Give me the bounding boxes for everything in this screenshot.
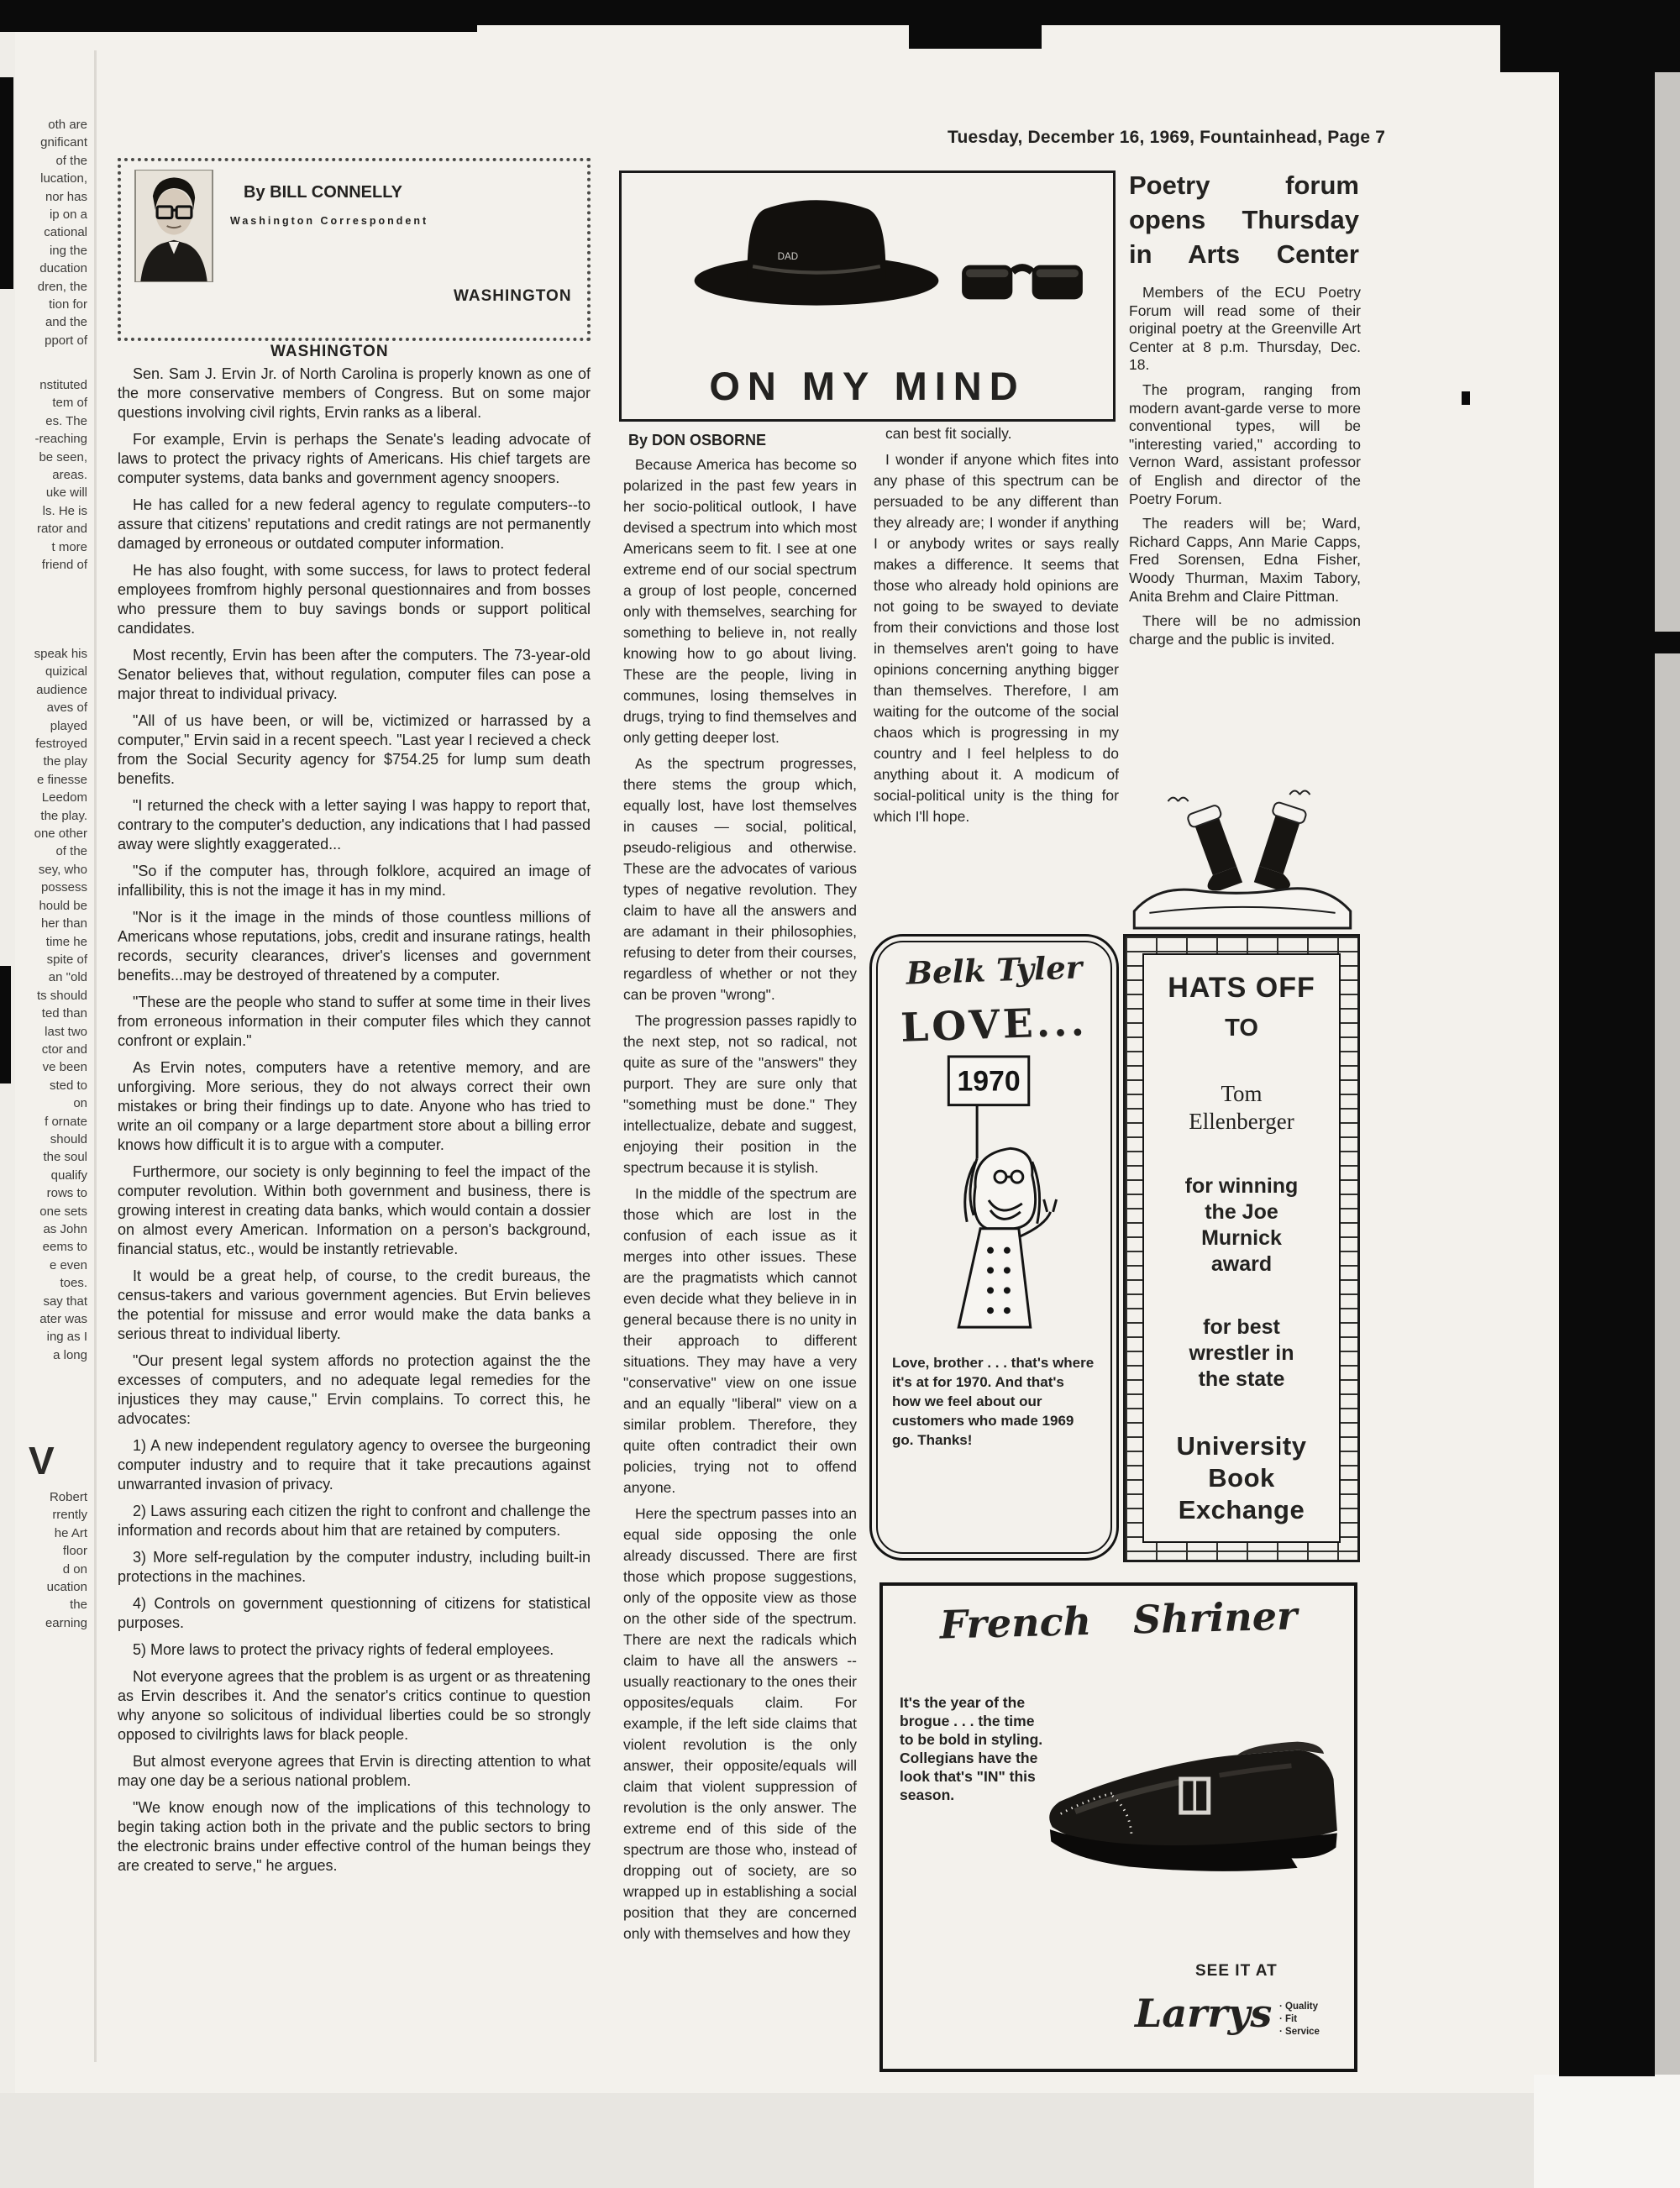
fragment-line: cational: [44, 225, 87, 240]
article-paragraph: 2) Laws assuring each citizen the right to confront and challenge the information and records about him that are retained by computers.: [118, 1503, 591, 1539]
adjacent-page-fragments: [7, 116, 87, 349]
headline-line: in Arts Center: [1129, 239, 1359, 269]
fragment-line: tem of: [52, 396, 87, 411]
article-paragraph: "Nor is it the image in the minds of those countless millions of Americans whose reputations, jobs, credit and insurane ratings, health records, security clearances, driver's licenses and government benefits...may be destroyed of threatened by a computer.: [118, 909, 591, 984]
fragment-line: hould be: [39, 898, 87, 913]
poetry-forum-article: [1129, 284, 1361, 788]
fragment-line: last two: [45, 1024, 87, 1039]
article-paragraph: Here the spectrum passes into an equal side opposing the onle already discussed. There are first those which propose suggestions, only of the opposite view as those on the other side of the spectrum. There are next the radicals which claim to have all the answers -- usually reactionary to the ones their opposites/equals claim. For example, if the left side claims that violent revolution is the only answer, their opposite/equals will claim that violent suppression of revolution is the only answer. The extreme end of this side of the spectrum are those who, instead of dropping out of society, are so wrapped up in establishing a social position that they are concerned only with themselves and how they: [623, 1505, 857, 1942]
author-byline: By DON OSBORNE: [628, 432, 767, 449]
scan-corner: [1534, 2075, 1680, 2188]
fragment-line: ls. He is: [42, 503, 87, 518]
fragment-line: an "old: [48, 970, 87, 985]
byline-subtitle: Washington Correspondent: [230, 215, 429, 227]
article-paragraph: But almost everyone agrees that Ervin is directing attention to what may one day be a serious national problem.: [118, 1753, 591, 1789]
article-paragraph: He has also fought, with some success, for laws to protect federal employees fromfrom highly personal questionnaires and from bosses who pressure them to buy savings bonds or support political candidates.: [118, 562, 591, 637]
fragment-line: should: [50, 1131, 87, 1146]
fragment-line: quizical: [45, 664, 87, 679]
article-paragraph: "So if the computer has, through folklore, acquired an image of infallibility, this is not the image it has in my mind.: [118, 863, 591, 899]
scanner-artifact: [1462, 391, 1470, 405]
french-shriner-ad: [879, 1582, 1357, 2072]
ad-title: TO: [1225, 1015, 1258, 1042]
university-book-exchange-ad: [1123, 934, 1360, 1562]
adjacent-page-fragments: [7, 1488, 87, 1632]
name-line: Ellenberger: [1189, 1108, 1294, 1134]
fragment-line: he Art: [54, 1525, 87, 1540]
fragment-line: audience: [36, 682, 87, 697]
on-my-mind-column-1: [623, 430, 857, 2070]
fragment-line: of the: [55, 153, 87, 168]
store-line: Book: [1208, 1463, 1275, 1493]
fragment-line: festroyed: [35, 737, 87, 752]
page-fold: [94, 50, 97, 2062]
adjacent-page-fragments: [7, 376, 87, 574]
fragment-line: her than: [40, 916, 87, 931]
name-line: Tom: [1221, 1080, 1263, 1106]
fragment-line: the: [70, 1598, 87, 1613]
article-paragraph: "We know enough now of the implications of this technology to begin taking action both in the private and the public sectors to bring the electronic brains under effective control of the human beings they are created to serve," he argues.: [118, 1799, 591, 1874]
ad-copy: It's the year of the brogue . . . the time to be bold in styling. Collegians have the look that's "IN" this season.: [900, 1694, 1043, 1803]
ad-store-tags: [1279, 2001, 1320, 2038]
sign-text: 1970: [956, 1065, 1021, 1098]
on-my-mind-column-2: [874, 423, 1119, 927]
fragment-line: sey, who: [38, 862, 87, 877]
store-tag: · Quality: [1279, 2002, 1319, 2012]
ad-best-text: [1189, 1314, 1294, 1393]
fragment-line: the play.: [40, 808, 87, 823]
article-paragraph: 1) A new independent regulatory agency to oversee the burgeoning computer industry and to require that it take precautions against unwarranted invasion of privacy.: [118, 1437, 591, 1493]
fragment-line: nor has: [45, 189, 87, 204]
fragment-line: nstituted: [39, 378, 87, 392]
fragment-line: Leedom: [41, 790, 87, 805]
scanner-artifact: [1500, 0, 1680, 72]
fragment-line: Robert: [49, 1490, 87, 1504]
scanner-artifact: [1559, 67, 1655, 2076]
byline-box: [118, 158, 591, 341]
article-paragraph: As the spectrum progresses, there stems the group which, equally lost, have lost themselves in causes — social, political, pseudo-religious and otherwise. These are the advocates of various types of negative revolution. They claim to have all the answers and are adamant in their philosophies, refusing to deter from their courses, regardless of whether or not they can be proven "wrong".: [623, 755, 857, 1003]
article-paragraph: 3) More self-regulation by the computer industry, including built-in protections in the machines.: [118, 1549, 591, 1585]
page-header: Tuesday, December 16, 1969, Fountainhead, Page 7: [948, 128, 1386, 147]
fragment-line: ucation: [46, 1580, 87, 1595]
article-paragraph: Because America has become so polarized in the past few years in her socio-political outlook, I have devised a spectrum into which most Americans seem to fit. I see at one extreme end of our social spectrum a group of lost people, concerned only with themselves, searching for something to believe in, not really knowing how to go about living. These are the people, living in communes, losing themselves in drugs, trying to find themselves and only getting deeper lost.: [623, 456, 857, 746]
fragment-big-letter: V: [29, 1439, 55, 1482]
fragment-line: friend of: [41, 558, 87, 573]
article-paragraph: I wonder if anyone which fites into any phase of this spectrum can be persuaded to be any different than they already are; I wonder if anything I or anybody writes or says really makes a difference. It seems that those who already hold opinions are not going to be swayed to deviate from their convictions and those lost in themselves aren't going to have opinions concerning anything bigger than themselves. Therefore, I am waiting for the outcome of the social chaos which is progressing in my country and I feel helpless to do anything about it. A modicum of social-political unity is the thing for which I'll hope.: [874, 451, 1119, 825]
article-paragraph: 5) More laws to protect the privacy rights of federal employees.: [133, 1641, 554, 1658]
hat-label: DAD: [777, 251, 799, 262]
scanner-artifact: [1651, 632, 1680, 653]
ad-brand: French Shriner: [939, 1592, 1298, 1648]
fragment-line: and the: [45, 315, 87, 330]
headline-line: Poetry forum: [1129, 171, 1359, 200]
fragment-line: pport of: [45, 333, 87, 348]
fragment-line: toes.: [60, 1276, 87, 1291]
poetry-forum-headline: [1129, 168, 1359, 271]
bill-connelly-portrait-photo: [134, 170, 213, 282]
scanner-artifact: [909, 0, 1042, 49]
article-paragraph: "These are the people who stand to suffer at some time in their lives from erroneous information in their computer files which they cannot confront or explain.": [118, 994, 591, 1049]
article-paragraph: Furthermore, our society is only beginning to feel the impact of the computer revolution. Within both government and business, there is growing interest in creating data banks, which would contain a dossier on almost every American. Information on a person's background, financial status, etc., would be instantly retrievable.: [118, 1163, 591, 1257]
fragment-line: one other: [34, 826, 87, 842]
article-paragraph: The readers will be; Ward, Richard Capps, Ann Marie Capps, Fred Sorensen, Edna Fisher, Woody Thurman, Maxim Tabory, Anita Brehm and Claire Pittman.: [1129, 515, 1361, 605]
fragment-line: played: [50, 718, 87, 733]
fragment-line: rrently: [52, 1508, 87, 1523]
fragment-line: a long: [53, 1347, 87, 1362]
connelly-article-text: [118, 365, 591, 2082]
headline-line: opens Thursday: [1129, 205, 1359, 234]
text-line: the Joe: [1205, 1199, 1278, 1224]
dateline: WASHINGTON: [454, 287, 572, 305]
ad-title: HATS OFF: [1168, 972, 1315, 1004]
ad-award-text: [1185, 1173, 1299, 1278]
article-paragraph: There will be no admission charge and the public is invited.: [1129, 612, 1361, 648]
scan-edge: [1653, 0, 1680, 2188]
fragment-line: ted than: [41, 1006, 87, 1021]
hat-icon: [682, 180, 951, 312]
fragment-line: ducation: [39, 261, 87, 276]
text-line: for best: [1203, 1315, 1280, 1340]
adjacent-page-fragments: [7, 645, 87, 1364]
fragment-line: on: [73, 1096, 87, 1111]
ad-store-name: [1177, 1430, 1307, 1526]
article-paragraph: It would be a great help, of course, to the credit bureaus, the census-takers and various government agencies. But Ervin believes the potential for missuse and error would make the data banks a serious threat to individual liberty.: [118, 1267, 591, 1342]
ad-honoree-name: [1189, 1080, 1294, 1136]
fragment-line: ve been: [42, 1060, 87, 1075]
fragment-line: ing the: [49, 243, 87, 258]
article-paragraph: Not everyone agrees that the problem is as urgent or as threatening as Ervin describes it. And the senator's critics continue to question why anyone so solicitous of individual liberties could be so strongly opposed to civilrights laws for black people.: [118, 1668, 591, 1743]
fragment-line: dren, the: [37, 279, 87, 294]
column-title: ON MY MIND: [709, 364, 1026, 408]
ad-headline: LOVE...: [900, 999, 1089, 1052]
fragment-line: ctor and: [41, 1042, 87, 1057]
fragment-line: d on: [62, 1561, 87, 1577]
fragment-line: ts should: [36, 988, 87, 1003]
fragment-line: as John: [43, 1222, 87, 1236]
article-paragraph: In the middle of the spectrum are those which are lost in the confusion of each issue as it merges into other issues. These are the pragmatists which cannot even decide what they believe in in general because there is no unity in their approach to different situations. They may have a very "conservative" view on one issue and an equally "liberal" view on a similar problem. Therefore, they quite often contradict their own policies, trying not to offend anyone.: [623, 1185, 857, 1496]
ad-content: [1142, 953, 1341, 1543]
fragment-line: floor: [62, 1544, 87, 1559]
text-line: award: [1210, 1251, 1273, 1276]
fragment-line: the play: [43, 754, 87, 769]
fragment-line: rows to: [46, 1186, 87, 1201]
fragment-line: qualify: [50, 1167, 87, 1183]
store-line: Exchange: [1178, 1495, 1305, 1524]
fragment-line: oth are: [48, 118, 87, 132]
text-line: for winning: [1184, 1173, 1299, 1198]
glasses-icon: [956, 254, 1089, 311]
store-tag: · Fit: [1279, 2014, 1298, 2024]
fragment-line: gnificant: [40, 135, 87, 150]
dateline: WASHINGTON: [270, 343, 389, 360]
fragment-line: t more: [51, 539, 87, 554]
byline: By BILL CONNELLY: [244, 183, 402, 202]
article-paragraph: "Our present legal system affords no protection against the the excesses of computers, and no adequate legal remedies for the injustices they may cause," Ervin complains. To correct this, he advocates:: [118, 1352, 591, 1427]
fragment-line: aves of: [46, 700, 87, 716]
article-paragraph: Members of the ECU Poetry Forum will read some of their original poetry at the Greenville Art Center at 8 p.m. Thursday, Dec. 18.: [1129, 284, 1361, 374]
fragment-line: sted to: [49, 1078, 87, 1093]
fragment-line: e even: [49, 1257, 87, 1272]
fragment-line: ing as I: [46, 1330, 87, 1345]
on-my-mind-header-box: [619, 171, 1116, 422]
fragment-line: uke will: [45, 485, 87, 501]
text-line: wrestler in: [1189, 1341, 1294, 1366]
fragment-line: speak his: [34, 647, 87, 661]
fragment-line: es. The: [45, 413, 87, 428]
article-paragraph: Most recently, Ervin has been after the computers. The 73-year-old Senator believes that, without regulation, computer files can pose a major threat to individual privacy.: [118, 647, 591, 702]
ad-caption: Love, brother . . . that's where it's at for 1970. And that's how we feel about our customers who made 1969 go. Thanks!: [892, 1355, 1095, 1448]
article-paragraph: "All of us have been, or will be, victimized or harrassed by a computer," Ervin said in a recent speech. "Last year I recieved a check from the Social Security agency for $754.25 for lump sum death benefits.: [118, 712, 591, 787]
scanner-artifact: [0, 0, 477, 32]
fragment-line: ater was: [39, 1312, 87, 1327]
fragment-line: tion for: [49, 297, 87, 312]
ad-store-name: Larrys: [1135, 1991, 1273, 2036]
ad-see-it-at: SEE IT AT: [1195, 1962, 1278, 1980]
ad-brand: Belk Tyler: [906, 948, 1083, 992]
text-line: Murnick: [1201, 1225, 1282, 1250]
fragment-line: e finesse: [36, 772, 87, 787]
fragment-line: possess: [40, 880, 87, 895]
hippie-figure-illustration: [906, 1050, 1084, 1342]
article-paragraph: 4) Controls on government questionning of citizens for statistical purposes.: [118, 1595, 591, 1631]
fragment-line: one sets: [39, 1204, 87, 1219]
belk-tyler-ad: [869, 934, 1119, 1561]
fragment-line: eems to: [42, 1240, 87, 1255]
fragment-line: ip on a: [49, 207, 87, 223]
fragment-line: say that: [43, 1293, 87, 1309]
store-line: University: [1176, 1431, 1307, 1461]
fragment-line: the soul: [43, 1150, 87, 1165]
fragment-line: rator and: [36, 522, 87, 537]
article-paragraph: As Ervin notes, computers have a retentive memory, and are unforgiving. More serious, they do not always correct their own mistakes or bring their findings up to date. Anyone who has tried to write an oil company or a large department store about a billing error knows how difficult it is to argue with a computer.: [118, 1059, 591, 1153]
article-paragraph: Sen. Sam J. Ervin Jr. of North Carolina is properly known as one of the more conservative members of Congress. But on some major questions involving civil rights, Ervin ranks as a liberal.: [118, 365, 591, 421]
store-tag: · Service: [1279, 2027, 1320, 2037]
scan-edge-bottom: [0, 2093, 1680, 2188]
fragment-line: of the: [55, 844, 87, 859]
fragment-line: areas.: [52, 468, 87, 483]
text-line: the state: [1198, 1367, 1285, 1392]
santa-boots-illustration: [1122, 784, 1362, 932]
fragment-line: spite of: [46, 952, 87, 967]
article-paragraph: For example, Ervin is perhaps the Senate's leading advocate of laws to protect the privacy rights of Americans. His chief targets are computer systems, data banks and government agency snoopers.: [118, 431, 591, 486]
fragment-line: -reaching: [34, 432, 87, 447]
article-paragraph: "I returned the check with a letter saying I was happy to report that, contrary to the computer's deduction, any indications that I had passed away were slightly exaggerated...: [118, 797, 591, 853]
fragment-line: be seen,: [39, 449, 87, 464]
fragment-line: f ornate: [45, 1114, 87, 1129]
article-paragraph: The progression passes rapidly to the next step, not so radical, not quite as sure of the "answers" they purport. They are sure only that "something must be done." They intellectualize, debate and suggest, enjoying their position in the spectrum because it is stylish.: [623, 1012, 857, 1176]
article-paragraph: The program, ranging from modern avant-garde verse to more conventional types, will be "interesting varied," according to Vernon Ward, assistant professor of English and director of the Poetry Forum.: [1129, 380, 1361, 507]
fragment-line: time he: [45, 934, 87, 949]
dress-shoe-illustration: [1039, 1648, 1352, 1918]
fragment-line: earning: [45, 1615, 87, 1630]
article-paragraph: can best fit socially.: [885, 425, 1012, 442]
fragment-line: lucation,: [40, 171, 87, 186]
article-paragraph: He has called for a new federal agency to regulate computers--to assure that citizens' reputations and credit ratings are not permanently damaged by erroneous or outdated computer information.: [118, 496, 591, 552]
